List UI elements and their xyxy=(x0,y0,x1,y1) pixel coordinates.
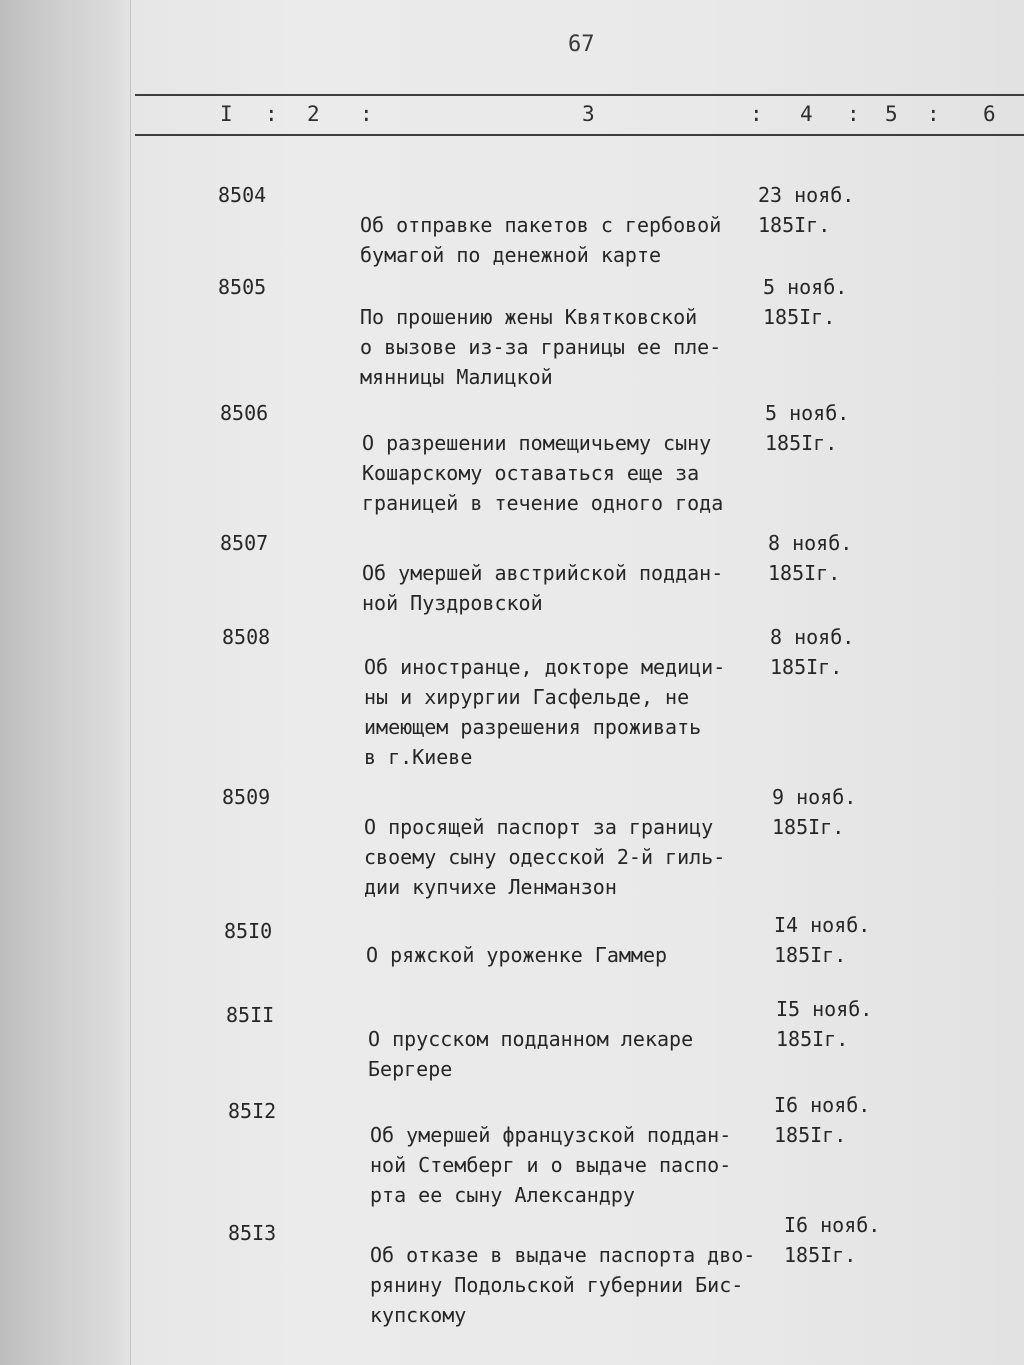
record-number: 8509 xyxy=(222,785,271,809)
col-5-label: 5 xyxy=(885,102,898,126)
record-title: Об отказе в выдаче паспорта дво- рянину Подольской губернии Бис- купскому xyxy=(370,1243,756,1327)
record-date: I4 нояб. 185Iг. xyxy=(774,913,871,967)
record-date: 8 нояб. 185Iг. xyxy=(770,625,855,679)
facing-page-edge xyxy=(0,0,131,1365)
page-number: 67 xyxy=(568,32,595,57)
col-1-label: I xyxy=(220,102,233,126)
record-number: 85II xyxy=(226,1003,275,1027)
record-title: По прошению жены Квятковской о вызове из-за границы ее пле- мянницы Малицкой xyxy=(360,305,722,389)
record-number: 8504 xyxy=(218,183,267,207)
col-sep: : xyxy=(927,102,940,126)
record-number: 85I0 xyxy=(224,919,273,943)
record-date: 5 нояб. 185Iг. xyxy=(763,275,848,329)
col-sep: : xyxy=(360,102,373,126)
record-title: О просящей паспорт за границу своему сыну одесской 2-й гиль- дии купчихе Ленманзон xyxy=(364,815,726,899)
record-number: 8507 xyxy=(220,531,269,555)
record-date: 9 нояб. 185Iг. xyxy=(772,785,857,839)
record-number: 8505 xyxy=(218,275,267,299)
header-bottom-rule xyxy=(135,134,1024,136)
record-date: I5 нояб. 185Iг. xyxy=(776,997,873,1051)
column-header xyxy=(135,100,1024,130)
record-title: О разрешении помещичьему сыну Кошарскому оставаться еще за границей в течение одного года xyxy=(362,431,724,515)
col-sep: : xyxy=(847,102,860,126)
record-number: 85I3 xyxy=(228,1221,277,1245)
header-top-rule xyxy=(135,94,1024,96)
col-3-label: 3 xyxy=(582,102,595,126)
record-title: О прусском подданном лекаре Бергере xyxy=(368,1027,694,1081)
record-date: I6 нояб. 185Iг. xyxy=(774,1093,871,1147)
col-sep: : xyxy=(750,102,763,126)
col-6-label: 6 xyxy=(983,102,996,126)
record-date: 23 нояб. 185Iг. xyxy=(758,183,855,237)
record-number: 8506 xyxy=(220,401,269,425)
record-title: О ряжской уроженке Гаммер xyxy=(366,943,668,967)
record-title: Об отправке пакетов с гербовой бумагой по денежной карте xyxy=(360,213,722,267)
record-number: 8508 xyxy=(222,625,271,649)
col-2-label: 2 xyxy=(307,102,320,126)
col-4-label: 4 xyxy=(800,102,813,126)
record-date: 5 нояб. 185Iг. xyxy=(765,401,850,455)
col-sep: : xyxy=(265,102,278,126)
record-date: I6 нояб. 185Iг. xyxy=(784,1213,881,1267)
record-number: 85I2 xyxy=(228,1099,277,1123)
record-date: 8 нояб. 185Iг. xyxy=(768,531,853,585)
record-title: Об умершей австрийской поддан- ной Пуздровской xyxy=(362,561,724,615)
record-title: Об умершей французской поддан- ной Стемберг и о выдаче паспо- рта ее сыну Александру xyxy=(370,1123,732,1207)
record-title: Об иностранце, докторе медици- ны и хирургии Гасфельде, не имеющем разрешения проживать в г.Киеве xyxy=(364,655,726,769)
